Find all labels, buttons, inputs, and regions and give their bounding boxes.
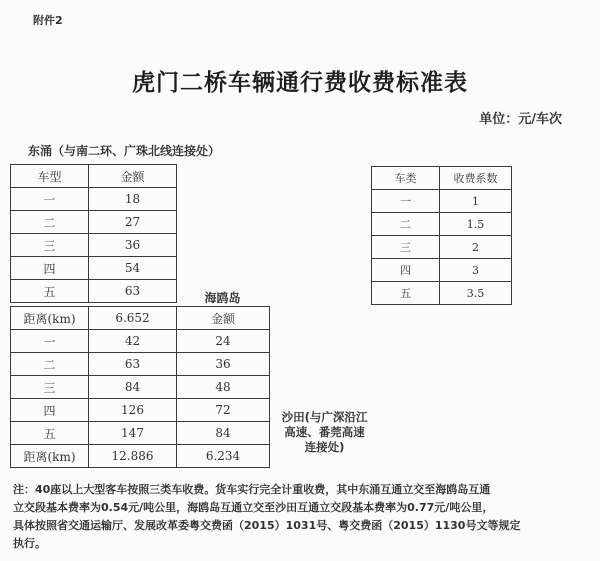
coefficient-table (371, 166, 512, 305)
haiou-toll-table (10, 306, 270, 468)
coefficient-cell: 3.5 (440, 282, 512, 305)
haiou-amount-cell: 48 (177, 376, 270, 399)
footnote-line-4: 执行。 (13, 537, 46, 550)
vehicle-type-cell: 二 (11, 353, 89, 376)
dongyong-amount-cell: 126 (89, 399, 177, 422)
haiou-amount-cell: 72 (177, 399, 270, 422)
amount-cell: 36 (89, 234, 177, 257)
haiou-heading: 海鸥岛 (204, 291, 241, 305)
table-row (11, 280, 177, 303)
distance-label: 距离(km) (11, 307, 89, 330)
table-header-row (11, 165, 177, 188)
attachment-label: 附件2 (33, 14, 63, 27)
vehicle-class-cell: 五 (372, 282, 440, 305)
vehicle-type-cell: 一 (11, 330, 89, 353)
haiou-amount-cell: 24 (177, 330, 270, 353)
haiou-amount-cell: 36 (177, 353, 270, 376)
table-row (11, 399, 270, 422)
coefficient-cell: 1 (440, 190, 512, 213)
table-row (372, 282, 512, 305)
haiou-amount-cell: 84 (177, 422, 270, 445)
vehicle-type-cell: 三 (11, 376, 89, 399)
shatian-line-2: 高速、番莞高速 (284, 425, 365, 439)
amount-cell: 63 (89, 280, 177, 303)
vehicle-class-cell: 三 (372, 236, 440, 259)
table-row (11, 353, 270, 376)
vehicle-type-cell: 五 (11, 422, 89, 445)
coefficient-cell: 2 (440, 236, 512, 259)
table-row (372, 236, 512, 259)
shatian-label (272, 410, 377, 455)
table-row (11, 376, 270, 399)
table-row (372, 190, 512, 213)
distance-header-row (11, 307, 270, 330)
shatian-line-3: 连接处) (304, 440, 345, 454)
dongyong-amount-cell: 147 (89, 422, 177, 445)
vehicle-class-cell: 四 (372, 259, 440, 282)
header-coefficient: 收费系数 (440, 167, 512, 190)
vehicle-type-cell: 四 (11, 257, 89, 280)
footnote-line-3: 具体按照省交通运输厅、发展改革委粤交费函（2015）1031号、粤交费函（2015）1130号文等规定 (13, 519, 521, 532)
header-vehicle-type: 车型 (11, 165, 89, 188)
distance-label: 距离(km) (11, 445, 89, 468)
footnote-line-2: 立交段基本费率为0.54元/吨公里，海鸥岛互通立交至沙田互通立交段基本费率为0.77元/吨公里， (13, 501, 494, 514)
dongyong-amount-cell: 84 (89, 376, 177, 399)
dongyong-heading: 东涌（与南二环、广珠北线连接处） (28, 144, 221, 158)
vehicle-type-cell: 五 (11, 280, 89, 303)
table-row (372, 213, 512, 236)
table-row (11, 422, 270, 445)
table-header-row (372, 167, 512, 190)
table-row (11, 188, 177, 211)
table-row (11, 211, 177, 234)
vehicle-class-cell: 一 (372, 190, 440, 213)
amount-cell: 27 (89, 211, 177, 234)
coefficient-cell: 1.5 (440, 213, 512, 236)
coefficient-cell: 3 (440, 259, 512, 282)
vehicle-type-cell: 三 (11, 234, 89, 257)
footnote (13, 481, 573, 553)
header-amount: 金额 (177, 307, 270, 330)
header-amount: 金额 (89, 165, 177, 188)
vehicle-type-cell: 一 (11, 188, 89, 211)
footnote-line-1: 注：40座以上大型客车按照三类车收费。货车实行完全计重收费，其中东涌互通立交至海鸥岛互通 (13, 483, 491, 496)
vehicle-type-cell: 二 (11, 211, 89, 234)
table-row (372, 259, 512, 282)
table-row (11, 234, 177, 257)
document-title: 虎门二桥车辆通行费收费标准表 (132, 69, 468, 96)
dongyong-distance: 6.652 (89, 307, 177, 330)
dongyong-distance: 12.886 (89, 445, 177, 468)
dongyong-toll-table (10, 164, 177, 303)
vehicle-type-cell: 四 (11, 399, 89, 422)
dongyong-amount-cell: 42 (89, 330, 177, 353)
amount-cell: 18 (89, 188, 177, 211)
haiou-distance: 6.234 (177, 445, 270, 468)
unit-label: 单位：元/车次 (479, 112, 562, 127)
table-row (11, 257, 177, 280)
shatian-line-1: 沙田(与广深沿江 (281, 410, 368, 424)
table-row (11, 330, 270, 353)
distance-row (11, 445, 270, 468)
header-vehicle-class: 车类 (372, 167, 440, 190)
vehicle-class-cell: 二 (372, 213, 440, 236)
dongyong-amount-cell: 63 (89, 353, 177, 376)
amount-cell: 54 (89, 257, 177, 280)
